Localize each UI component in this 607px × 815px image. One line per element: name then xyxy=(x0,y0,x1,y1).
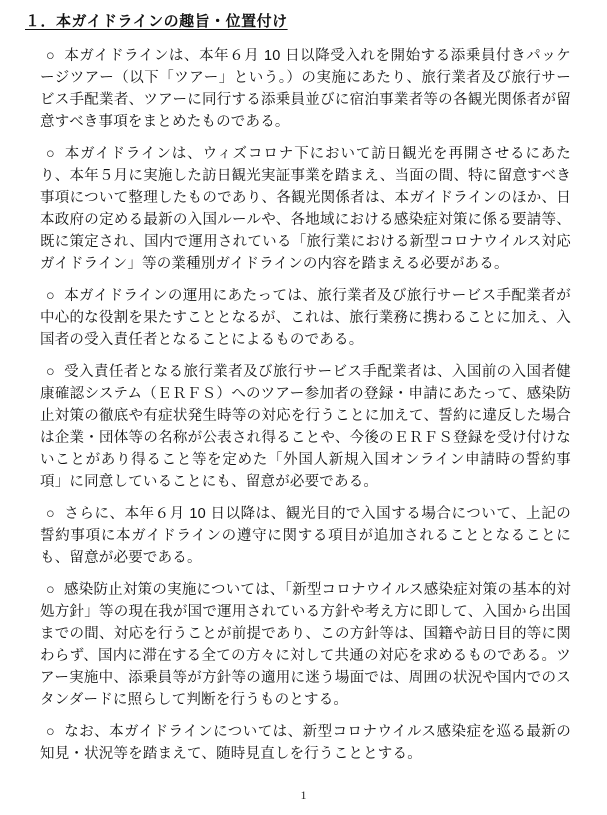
page-number: 1 xyxy=(300,788,307,802)
paragraph-2-text: 本ガイドラインは、ウィズコロナ下において訪日観光を再開させるにあたり、本年５月に実施した訪日観光実証事業を踏まえ、当面の間、特に留意すべき事項について整理したものであり、各観光関係者は、本ガイドラインのほか、日本政府の定める最新の入国ルールや、各地域における感染症対策に係る要請等、既に策定され、国内で運用されている「旅行業における新型コロナウイルス対応ガイドライン」等の業種別ガイドラインの内容を踏まえる必要がある。 xyxy=(40,146,571,272)
paragraph-6-text: 感染防止対策の実施については、「新型コロナウイルス感染症対策の基本的対処方針」等の現在我が国で運用されている方針や考え方に即して、入国から出国までの間、対応を行うことが前提であり、この方針等は、国籍や訪日目的等に関わらず、国内に滞在する全ての方々に対して共通の対応を求めるものである。ツアー実施中、添乗員等が方針等の適用に迷う場面では、周囲の状況や国内でのスタンダードに照らして判断を行うものとする。 xyxy=(40,582,571,708)
section-heading: １．本ガイドラインの趣旨・位置付け xyxy=(25,13,288,30)
circle-bullet: ○ xyxy=(46,48,56,64)
paragraph-1 xyxy=(40,45,571,133)
paragraph-7-text: なお、本ガイドラインについては、新型コロナウイルス感染症を巡る最新の知見・状況等を踏まえて、随時見直しを行うこととする。 xyxy=(40,724,571,762)
circle-bullet: ○ xyxy=(46,724,56,740)
paragraph-6 xyxy=(40,579,571,711)
circle-bullet: ○ xyxy=(46,582,55,598)
circle-bullet: ○ xyxy=(46,364,56,380)
circle-bullet: ○ xyxy=(46,146,56,162)
paragraph-3-text: 本ガイドラインの運用にあたっては、旅行業者及び旅行サービス手配業者が中心的な役割を果たすこととなるが、これは、旅行業務に携わることに加え、入国者の受入責任者となることによるものである。 xyxy=(40,288,571,348)
paragraph-4-text: 受入責任者となる旅行業者及び旅行サービス手配業者は、入国前の入国者健康確認システム（ＥＲＦＳ）へのツアー参加者の登録・申請にあたって、感染防止対策の徹底や有症状発生時等の対応を行うことに加えて、誓約に違反した場合は企業・団体等の名称が公表され得ることや、今後のＥＲＦＳ登録を受け付けないことがあり得ること等を定めた「外国人新規入国オンライン申請時の誓約事項」に同意していることにも、留意が必要である。 xyxy=(40,364,571,490)
paragraph-2 xyxy=(40,143,571,275)
paragraph-3 xyxy=(40,285,571,351)
circle-bullet: ○ xyxy=(46,288,56,304)
paragraph-5 xyxy=(40,503,571,569)
paragraph-7 xyxy=(40,721,571,765)
circle-bullet: ○ xyxy=(46,506,56,522)
paragraph-4 xyxy=(40,361,571,493)
paragraph-1-text: 本ガイドラインは、本年６月 10 日以降受入れを開始する添乗員付きパッケージツアー（以下「ツアー」という。）の実施にあたり、旅行業者及び旅行サービス手配業者、ツアーに同行する添乗員並びに宿泊事業者等の各観光関係者が留意すべき事項をまとめたものである。 xyxy=(40,48,571,130)
paragraph-5-text: さらに、本年６月 10 日以降は、観光目的で入国する場合について、上記の誓約事項に本ガイドラインの遵守に関する項目が追加されることとなることにも、留意が必要である。 xyxy=(40,506,571,566)
